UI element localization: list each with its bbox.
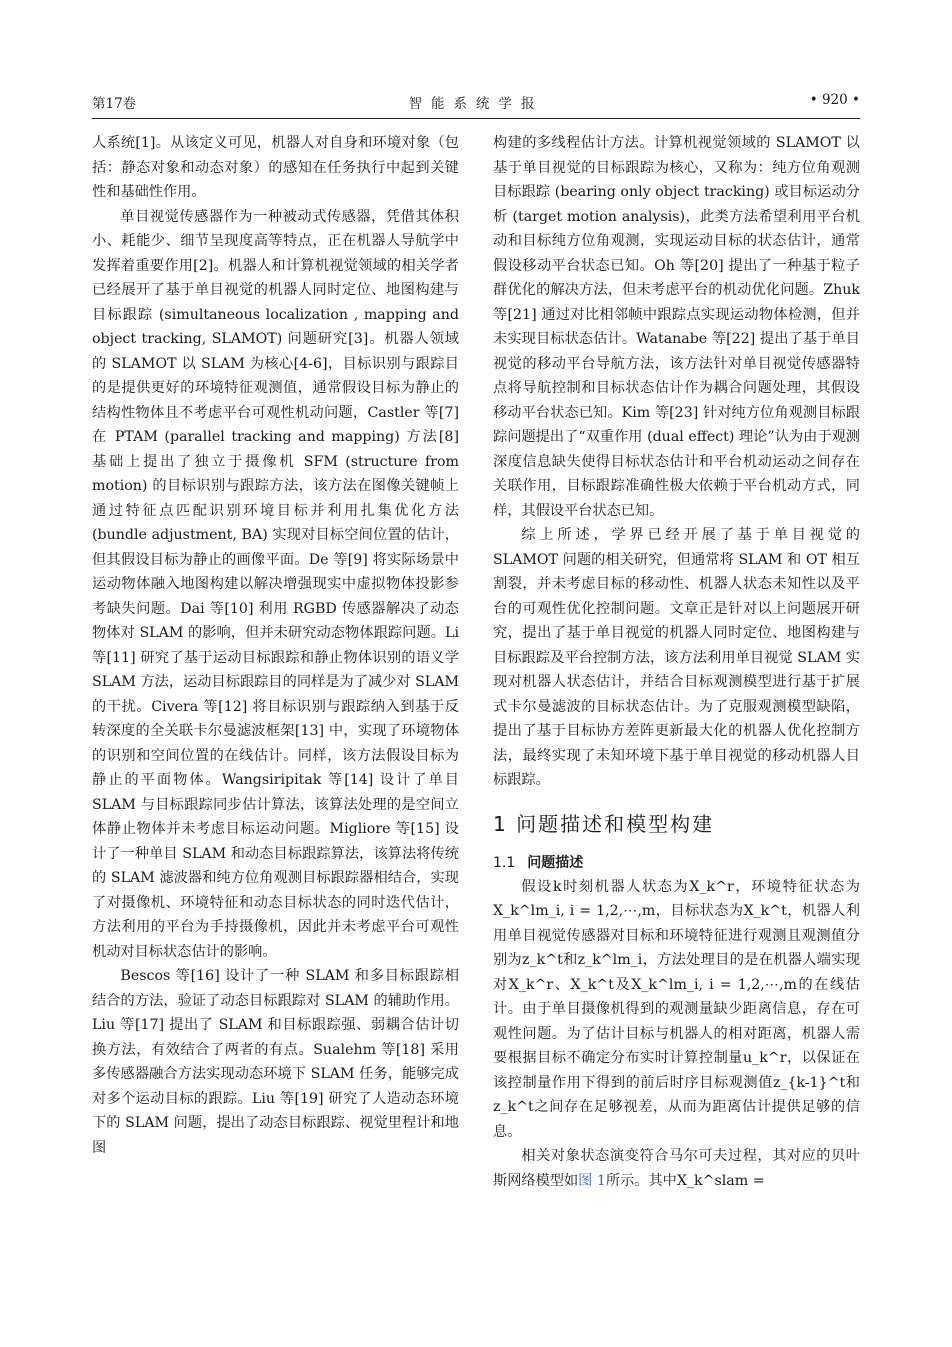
paragraph: 人系统[1]。从该定义可见，机器人对自身和环境对象（包括：静态对象和动态对象）的感知在任务执行中起到关键性和基础性作用。 [92, 135, 459, 200]
paragraph: Bescos 等[16] 设计了一种 SLAM 和多目标跟踪相结合的方法，验证了动态目标跟踪对 SLAM 的辅助作用。Liu 等[17] 提出了 SLAM 和目标跟踪强、弱耦合估计切换方法，有效结合了两者的有点。Sualehm 等[18] 采用多传感器融合方法实现动态环境下 SLAM 任务，能够完成对多个运动目标的跟踪。Liu 等[19] 研究了人造动态环境下的 SLAM 问题，提出了动态目标跟踪、视觉里程计和地图 [92, 968, 459, 1156]
figure-reference-link[interactable]: 图 1 [578, 1172, 606, 1189]
subsection-heading [493, 851, 860, 875]
paragraph-text: 相关对象状态演变符合马尔可夫过程，其对应的贝叶斯网络模型如 [493, 1148, 860, 1189]
volume-label: 第17卷 [92, 96, 137, 112]
left-column [92, 131, 459, 1160]
section-heading [493, 809, 860, 839]
paragraph: 单目视觉传感器作为一种被动式传感器，凭借其体积小、耗能少、细节呈现度高等特点，正在机器人导航学中发挥着重要作用[2]。机器人和计算机视觉领域的相关学者已经展开了基于单目视觉的机器人同时定位、地图构建与目标跟踪 (simultaneous localization , mapping and object tracking, SLAMOT) 问题研究[3]。机器人领域的 SLAMOT 以 SLAM 为核心[4-6]，目标识别与跟踪目的是提供更好的环境特征观测值，通常假设目标为静止的结构性物体且不考虑平台可观性机动问题，Castler 等[7] 在 PTAM (parallel tracking and mapping) 方法[8] 基础上提出了独立于摄像机 SFM (structure from motion) 的目标识别与跟踪方法，该方法在图像关键帧上通过特征点匹配识别环境目标并利用扎集优化方法 (bundle adjustment, BA) 实现对目标空间位置的估计，但其假设目标为静止的画像平面。De 等[9] 将实际场景中运动物体融入地图构建以解决增强现实中虚拟物体投影参考缺失问题。Dai 等[10] 利用 RGBD 传感器解决了动态物体对 SLAM 的影响，但并未研究动态物体跟踪问题。Li 等[11] 研究了基于运动目标跟踪和静止物体识别的语义学 SLAM 方法，运动目标跟踪目的同样是为了减少对 SLAM 的干扰。Civera 等[12] 将目标识别与跟踪纳入到基于反转深度的全关联卡尔曼滤波框架[13] 中，实现了环境物体的识别和空间位置的在线估计。同样，该方法假设目标为静止的平面物体。Wangsiripitak 等[14] 设计了单目 SLAM 与目标跟踪同步估计算法，该算法处理的是空间立体静止物体并未考虑目标运动问题。Migliore 等[15] 设计了一种单目 SLAM 和动态目标跟踪算法，该算法将传统的 SLAM 滤波器和纯方位角观测目标跟踪器相结合，实现了对摄像机、环境特征和动态目标状态的同时迭代估计，方法利用的平台为手持摄像机，因此并未考虑平台可观性机动对目标状态估计的影响。 [92, 208, 459, 960]
right-column [493, 131, 860, 1193]
subsection-number: 1.1 [493, 854, 516, 871]
paragraph [493, 1144, 860, 1193]
section-title: 问题描述和模型构建 [516, 811, 715, 836]
section-number: 1 [493, 811, 508, 836]
journal-title: 智能系统学报 [408, 96, 544, 112]
paragraph: 构建的多线程估计方法。计算机视觉领域的 SLAMOT 以基于单目视觉的目标跟踪为核心，又称为：纯方位角观测目标跟踪 (bearing only object tracking) 或目标运动分析 (target motion analysis)，此类方法希望利用平台机动和目标纯方位角观测，实现运动目标的状态估计，通常假设移动平台状态已知。Oh 等[20] 提出了一种基于粒子群优化的解决方法，但未考虑平台的机动优化问题。Zhuk 等[21] 通过对比相邻帧中跟踪点实现运动物体检测，但并未实现目标状态估计。Watanabe 等[22] 提出了基于单目视觉的移动平台导航方法，该方法针对单目视觉传感器特点将导航控制和目标状态估计作为耦合问题处理，其假设移动平台状态已知。Kim 等[23] 针对纯方位角观测目标跟踪问题提出了“双重作用 (dual effect) 理论”认为由于观测深度信息缺失使得目标状态估计和平台机动运动之间存在关联作用，目标跟踪准确性极大依赖于平台机动方式，同样，其假设平台状态已知。 [493, 135, 860, 519]
running-header [92, 88, 860, 119]
paragraph: 假设k时刻机器人状态为X_k^r，环境特征状态为X_k^lm_i, i = 1,2,⋯,m，目标状态为X_k^t，机器人利用单目视觉传感器对目标和环境特征进行观测且观测值分别为z_k^t和z_k^lm_i，方法处理目的是在机器人端实现对X_k^r、X_k^t及X_k^lm_i, i = 1,2,⋯,m的在线估计。由于单目摄像机得到的观测量缺少距离信息，存在可观性问题。为了估计目标与机器人的相对距离，机器人需要根据目标不确定分布实时计算控制量u_k^r，以保证在该控制量作用下得到的前后时序目标观测值z_{k-1}^t和z_k^t之间存在足够视差，从而为距离估计提供足够的信息。 [493, 878, 860, 1140]
paragraph-text: 所示。其中X_k^slam = [605, 1172, 765, 1189]
page-number: • 920 • [809, 92, 860, 108]
paragraph: 综上所述，学界已经开展了基于单目视觉的 SLAMOT 问题的相关研究，但通常将 SLAM 和 OT 相互割裂，并未考虑目标的移动性、机器人状态未知性以及平台的可观性优化控制问题。文章正是针对以上问题展开研究，提出了基于单目视觉的机器人同时定位、地图构建与目标跟踪及平台控制方法，该方法利用单目视觉 SLAM 实现对机器人状态估计，并结合目标观测模型进行基于扩展式卡尔曼滤波的目标状态估计。为了克服观测模型缺陷，提出了基于目标协方差阵更新最大化的机器人优化控制方法，最终实现了未知环境下基于单目视觉的移动机器人目标跟踪。 [493, 527, 860, 788]
subsection-title: 问题描述 [527, 854, 584, 871]
